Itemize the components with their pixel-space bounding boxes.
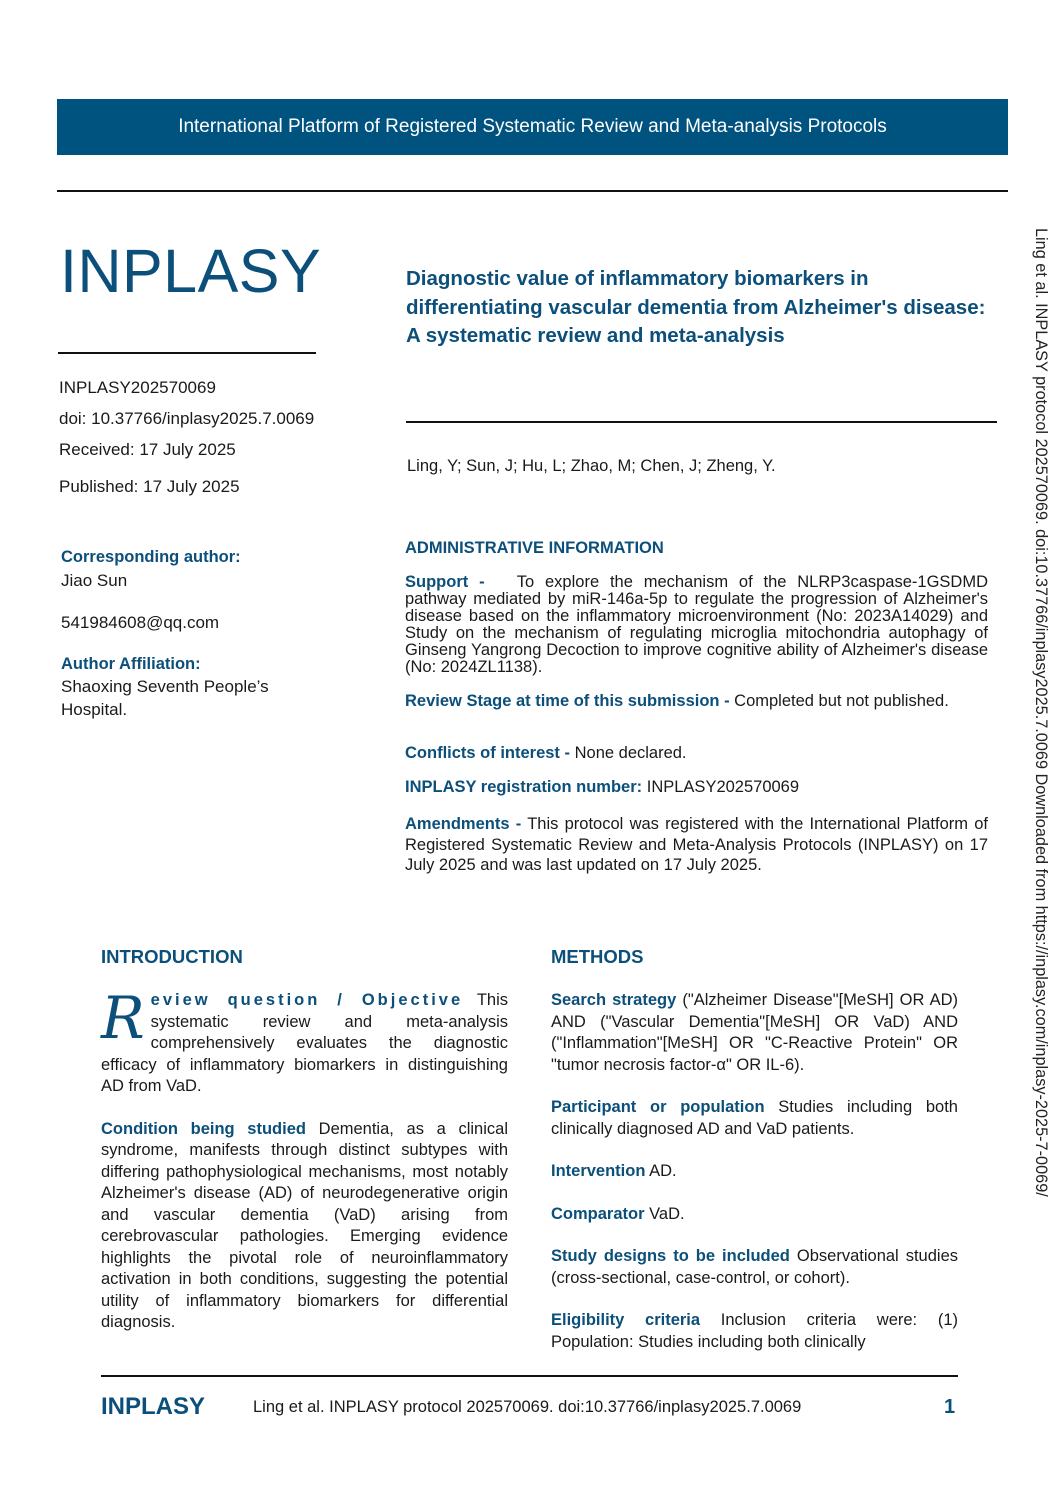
- methods-column: [551, 990, 958, 1374]
- intervention-paragraph: [551, 1161, 958, 1183]
- review-question-label: eview question / Objective: [150, 991, 464, 1009]
- footer-brand: INPLASY: [101, 1393, 206, 1420]
- conflicts-paragraph: [405, 745, 988, 762]
- comparator-label: Comparator: [551, 1204, 645, 1223]
- author-list: Ling, Y; Sun, J; Hu, L; Zhao, M; Chen, J; Zheng, Y.: [407, 457, 776, 475]
- registration-id: INPLASY202570069: [59, 378, 216, 397]
- condition-paragraph: [101, 1119, 508, 1334]
- header-banner: International Platform of Registered Systematic Review and Meta-analysis Protocols: [57, 99, 1008, 155]
- drop-cap: R: [101, 984, 145, 1052]
- review-stage-label: Review Stage at time of this submission -: [405, 692, 730, 710]
- registration-number: INPLASY202570069: [646, 778, 800, 796]
- condition-text: Dementia, as a clinical syndrome, manifests through distinct subtypes with differing pathophysiological mechanisms, most notably Alzheimer's disease (AD) of neurodegenerative origin and vascular dementia (VaD) arising from cerebrovascular pathologies. Emerging evidence highlights the pivotal role of neuroinflammatory activation in both conditions, suggesting the potential utility of inflammatory biomarkers for differential diagnosis.: [101, 1119, 508, 1331]
- amendments-paragraph: [405, 814, 988, 876]
- published-date: Published: 17 July 2025: [59, 477, 240, 496]
- introduction-column: [101, 984, 508, 1355]
- registration-label: INPLASY registration number:: [405, 778, 643, 796]
- comparator-paragraph: [551, 1204, 958, 1226]
- registration-paragraph: [405, 779, 988, 796]
- journal-brand: INPLASY: [60, 237, 322, 305]
- condition-label: Condition being studied: [101, 1119, 306, 1138]
- top-divider: [57, 190, 1008, 192]
- amendments-label: Amendments -: [405, 815, 522, 833]
- participant-text: Studies including both clinically diagnosed AD and VaD patients.: [551, 1098, 958, 1138]
- participant-label: Participant or population: [551, 1098, 765, 1116]
- doi-link[interactable]: doi: 10.37766/inplasy2025.7.0069: [59, 409, 315, 428]
- support-label: Support -: [405, 573, 485, 591]
- review-stage-text: Completed but not published.: [734, 692, 949, 710]
- support-text: To explore the mechanism of the NLRP3caspase-1GSDMD pathway mediated by miR-146a-5p to regulate the progression of Alzheimer's disease based on the inflammatory microenvironment (No: 2023A14029) and Study on the mechanism of regulating microglia mitochondria autophagy of Ginseng Yangrong Decoction to improve cognitive ability of Alzheimer's disease (No: 2024ZL1138).: [405, 573, 988, 676]
- vertical-citation: Ling et al. INPLASY protocol 202570069. doi:10.37766/inplasy2025.7.0069 Downloaded from https://inplasy.com/inplasy-2025-7-0069/: [1032, 228, 1050, 1197]
- introduction-heading: INTRODUCTION: [101, 946, 243, 967]
- eligibility-text: Inclusion criteria were: (1) Population: Studies including both clinically: [551, 1311, 958, 1351]
- intervention-text: AD.: [649, 1162, 677, 1180]
- conflicts-text: None declared.: [574, 744, 687, 762]
- search-strategy-text: ("Alzheimer Disease"[MeSH] OR AD) AND ("Vascular Dementia"[MeSH] OR VaD) AND ("Inflammation"[MeSH] OR "C-Reactive Protein" OR "tumor necrosis factor-α" OR IL-6).: [551, 991, 958, 1074]
- affiliation-label: Author Affiliation:: [61, 655, 201, 673]
- support-paragraph: [405, 574, 988, 676]
- intervention-label: Intervention: [551, 1162, 646, 1180]
- amendments-text: This protocol was registered with the International Platform of Registered Systematic Review and Meta-Analysis Protocols (INPLASY) on 17 July 2025 and was last updated on 17 July 2025.: [405, 815, 989, 874]
- corresponding-author-label: Corresponding author:: [61, 548, 241, 566]
- review-stage-paragraph: [405, 693, 988, 710]
- eligibility-label: Eligibility criteria: [551, 1311, 701, 1329]
- comparator-text: VaD.: [649, 1204, 685, 1223]
- brand-divider: [58, 352, 316, 354]
- search-strategy-label: Search strategy: [551, 991, 677, 1009]
- corresponding-author-email[interactable]: 541984608@qq.com: [61, 613, 220, 632]
- study-designs-label: Study designs to be included: [551, 1247, 790, 1265]
- title-divider: [406, 421, 997, 423]
- footer-citation: Ling et al. INPLASY protocol 202570069. doi:10.37766/inplasy2025.7.0069: [253, 1398, 802, 1416]
- methods-heading: METHODS: [551, 946, 644, 967]
- page-number: 1: [944, 1396, 956, 1418]
- article-title: Diagnostic value of inflammatory biomarkers in differentiating vascular dementia from Alzheimer's disease: A systematic review and meta-analysis: [406, 267, 986, 347]
- admin-heading: ADMINISTRATIVE INFORMATION: [405, 539, 664, 557]
- review-question-text: This systematic review and meta-analysis comprehensively evaluates the diagnostic efficacy of inflammatory biomarkers in distinguishing AD from VaD.: [101, 991, 508, 1095]
- footer-divider: [101, 1375, 958, 1377]
- participant-paragraph: [551, 1097, 958, 1140]
- corresponding-author-name: Jiao Sun: [61, 571, 128, 590]
- received-date: Received: 17 July 2025: [59, 440, 236, 459]
- study-designs-text: Observational studies (cross-sectional, case-control, or cohort).: [551, 1247, 958, 1287]
- conflicts-label: Conflicts of interest -: [405, 744, 571, 762]
- affiliation-text: Shaoxing Seventh People’s Hospital.: [61, 677, 269, 719]
- eligibility-paragraph: [551, 1310, 958, 1353]
- review-question-paragraph: [101, 984, 508, 1098]
- study-designs-paragraph: [551, 1246, 958, 1289]
- search-strategy-paragraph: [551, 990, 958, 1076]
